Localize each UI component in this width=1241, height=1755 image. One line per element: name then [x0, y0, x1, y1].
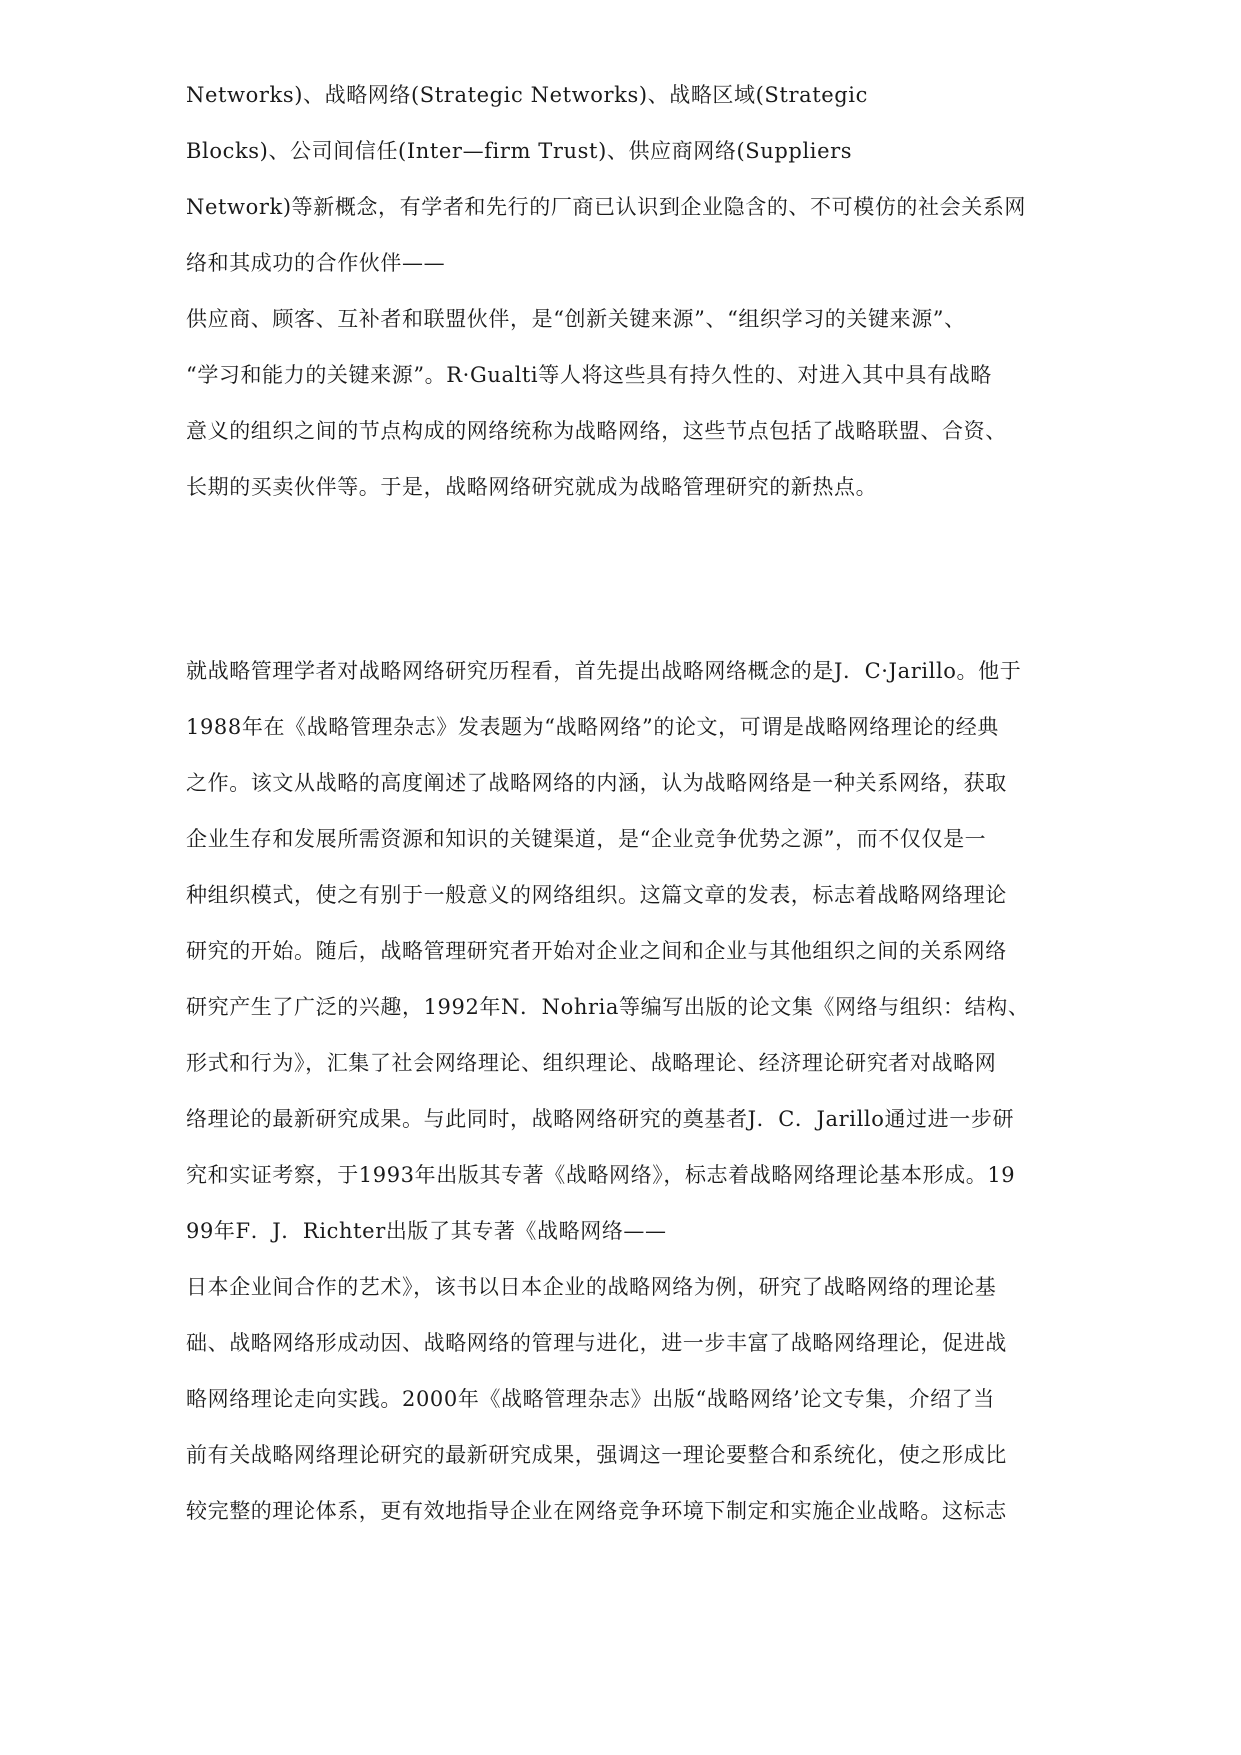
- text-line: 络和其成功的合作伙伴——: [186, 251, 446, 275]
- text-line: 供应商、顾客、互补者和联盟伙伴，是“创新关键来源”、“组织学习的关键来源”、: [186, 307, 966, 331]
- text-line: 99年F．J．Richter出版了其专著《战略网络——: [186, 1219, 667, 1243]
- text-line: 研究的开始。随后，战略管理研究者开始对企业之间和企业与其他组织之间的关系网络: [186, 939, 1007, 963]
- text-line: 前有关战略网络理论研究的最新研究成果，强调这一理论要整合和系统化，使之形成比: [186, 1443, 1007, 1467]
- text-line: “学习和能力的关键来源”。R·Gualti等人将这些具有持久性的、对进入其中具有战略: [186, 363, 992, 387]
- text-line: 研究产生了广泛的兴趣，1992年N．Nohria等编写出版的论文集《网络与组织：结构、: [186, 995, 1030, 1019]
- text-line: Networks)、战略网络(Strategic Networks)、战略区域(Strategic: [186, 83, 868, 107]
- text-line: 形式和行为》，汇集了社会网络理论、组织理论、战略理论、经济理论研究者对战略网: [186, 1051, 997, 1075]
- text-line: 究和实证考察，于1993年出版其专著《战略网络》，标志着战略网络理论基本形成。19: [186, 1163, 1016, 1187]
- text-line: 络理论的最新研究成果。与此同时，战略网络研究的奠基者J．C．Jarillo通过进一步研: [186, 1107, 1015, 1131]
- text-line: 长期的买卖伙伴等。于是，战略网络研究就成为战略管理研究的新热点。: [186, 475, 878, 499]
- text-line: 就战略管理学者对战略网络研究历程看，首先提出战略网络概念的是J．C·Jarillo。他于: [186, 659, 1022, 683]
- text-line: 日本企业间合作的艺术》，该书以日本企业的战略网络为例，研究了战略网络的理论基: [186, 1275, 997, 1299]
- text-line: 略网络理论走向实践。2000年《战略管理杂志》出版“战略网络’论文专集，介绍了当: [186, 1387, 995, 1411]
- text-line: 意义的组织之间的节点构成的网络统称为战略网络，这些节点包括了战略联盟、合资、: [186, 419, 1007, 443]
- text-line: 1988年在《战略管理杂志》发表题为“战略网络”的论文，可谓是战略网络理论的经典: [186, 715, 999, 739]
- text-line: 企业生存和发展所需资源和知识的关键渠道，是“企业竞争优势之源”，而不仅仅是一: [186, 827, 987, 851]
- text-line: 较完整的理论体系，更有效地指导企业在网络竞争环境下制定和实施企业战略。这标志: [186, 1499, 1007, 1523]
- text-line: 种组织模式，使之有别于一般意义的网络组织。这篇文章的发表，标志着战略网络理论: [186, 883, 1007, 907]
- text-line: Blocks)、公司间信任(Inter—firm Trust)、供应商网络(Suppliers: [186, 139, 853, 163]
- text-line: Network)等新概念，有学者和先行的厂商已认识到企业隐含的、不可模仿的社会关系网: [186, 195, 1027, 219]
- text-line: 之作。该文从战略的高度阐述了战略网络的内涵，认为战略网络是一种关系网络，获取: [186, 771, 1007, 795]
- text-line: 础、战略网络形成动因、战略网络的管理与进化，进一步丰富了战略网络理论，促进战: [186, 1331, 1007, 1355]
